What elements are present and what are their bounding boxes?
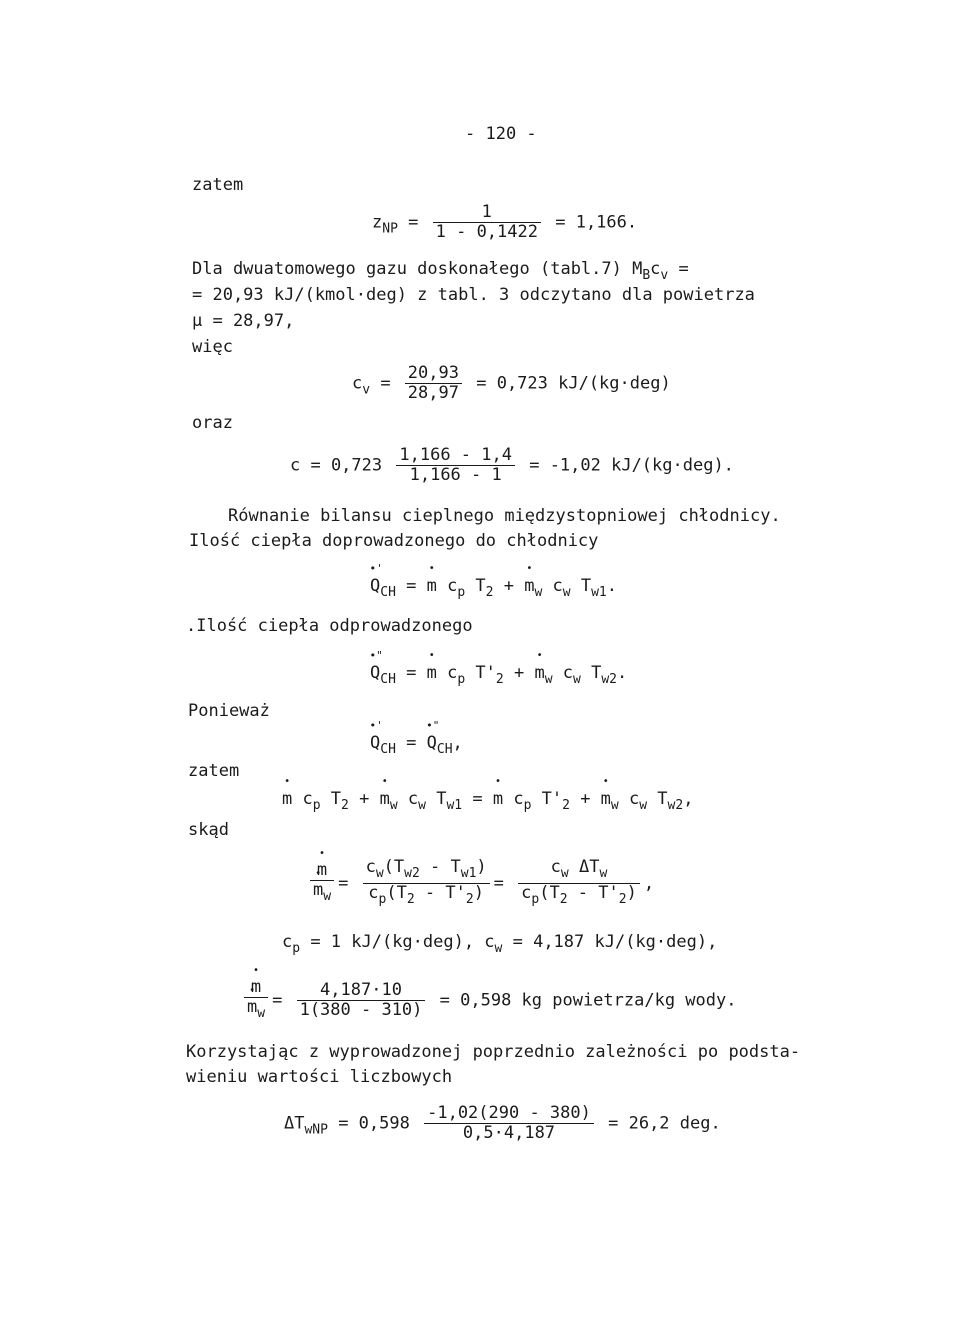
fraction-temperature: $\frac{c_w(T_{w2} - T_{w1})}{c_p(T_2 - T'_2)}$	[363, 858, 490, 909]
text-korzystajac-line1: Korzystając z wyprowadzonej poprzednio zależności po podsta-	[186, 1042, 801, 1062]
text-rownanie: Równanie bilansu cieplnego międzystopniowej chłodnicy.	[228, 506, 781, 526]
equation-ratio: • m • $m_w$ = $\frac{c_w(T_{w2} - T_{w1})}{c_p(T_2 - T'_2)}$ = $\frac{c_w \Delta T_w}{c_p(T_2 - T'_2)}$ ,	[306, 858, 654, 909]
fraction: $\frac{20,93}{28,97}$	[405, 364, 462, 403]
text-poniewaz: Ponieważ	[188, 701, 270, 721]
page-number: - 120 -	[465, 124, 537, 144]
text-dla-line1: Dla dwuatomowego gazu doskonałego (tabl.7) $M_Bc_v$ =	[192, 259, 689, 283]
text-ilosc-odprowadzonego: .Ilość ciepła odprowadzonego	[186, 616, 473, 636]
equation-znp: $z_{NP}$ = $\frac{1}{1 - 0,1422}$ = 1,166.	[372, 202, 638, 242]
equation-balance: • m $c_p$ $T_2$ + • $m_w$ $c_w$ $T_{w1}$ = • m $c_p$ $T'_2$ + • $m_w$ $c_w$ $T_{w2}$,	[282, 789, 693, 816]
equation-cv: $c_v$ = $\frac{20,93}{28,97}$ = 0,723 kJ/(kg·deg)	[352, 363, 671, 403]
fraction-delta: $\frac{c_w \Delta T_w}{c_p(T_2 - T'_2)}$	[518, 858, 640, 909]
text-ilosc-doprowadzonego: Ilość ciepła doprowadzonego do chłodnicy	[189, 531, 599, 551]
fraction-m-mw: • m • $m_w$	[310, 861, 334, 906]
fraction: $\frac{1}{1 - 0,1422}$	[433, 203, 541, 242]
text-zatem-2: zatem	[188, 761, 240, 781]
text-korzystajac-line2: wieniu wartości liczbowych	[186, 1067, 453, 1087]
fraction: $\frac{4,187\cdot 10}{1(380 - 310)}$	[297, 981, 426, 1020]
equation-q-odprowadzone: •" $Q_{CH}$ = • m $c_p$ $T'_2$ + • $m_w$ $c_w$ $T_{w2}$.	[370, 663, 627, 690]
text-mu: μ = 28,97,	[192, 311, 295, 331]
text-zatem: zatem	[192, 175, 244, 195]
text-wiec: więc	[192, 337, 233, 357]
text-oraz: oraz	[192, 413, 233, 433]
fraction: $\frac{-1,02(290 - 380)}{0,5\cdot 4,187}$	[424, 1104, 594, 1143]
equation-m-ratio-value: • m • $m_w$ = $\frac{4,187\cdot 10}{1(380 - 310)}$ = 0,598 kg powietrza/kg wody.	[240, 978, 736, 1023]
fraction: $\frac{1,166 - 1,4}{1,166 - 1}$	[396, 446, 515, 485]
equation-q-doprowadzone: •' $Q_{CH}$ = • m $c_p$ $T_2$ + • $m_w$ $c_w$ $T_{w1}$.	[370, 576, 617, 603]
fraction-m-mw: • m • $m_w$	[244, 978, 268, 1023]
equation-delta-t: $\Delta T_{wNP} = 0,598$ $\frac{-1,02(290 - 380)}{0,5\cdot 4,187}$ = 26,2 deg.	[284, 1103, 721, 1143]
equation-cp-cw: $c_p = 1$ kJ/(kg·deg), $c_w = 4,187$ kJ/(kg·deg),	[282, 932, 718, 956]
text-dla-line2: = 20,93 kJ/(kmol·deg) z tabl. 3 odczytano dla powietrza	[192, 285, 755, 305]
equation-q-equal: •' $Q_{CH}$ = •" $Q_{CH}$,	[370, 733, 463, 760]
text-skad: skąd	[188, 820, 229, 840]
equation-c: c = 0,723 $\frac{1,166 - 1,4}{1,166 - 1}$ = -1,02 kJ/(kg·deg).	[290, 445, 734, 485]
